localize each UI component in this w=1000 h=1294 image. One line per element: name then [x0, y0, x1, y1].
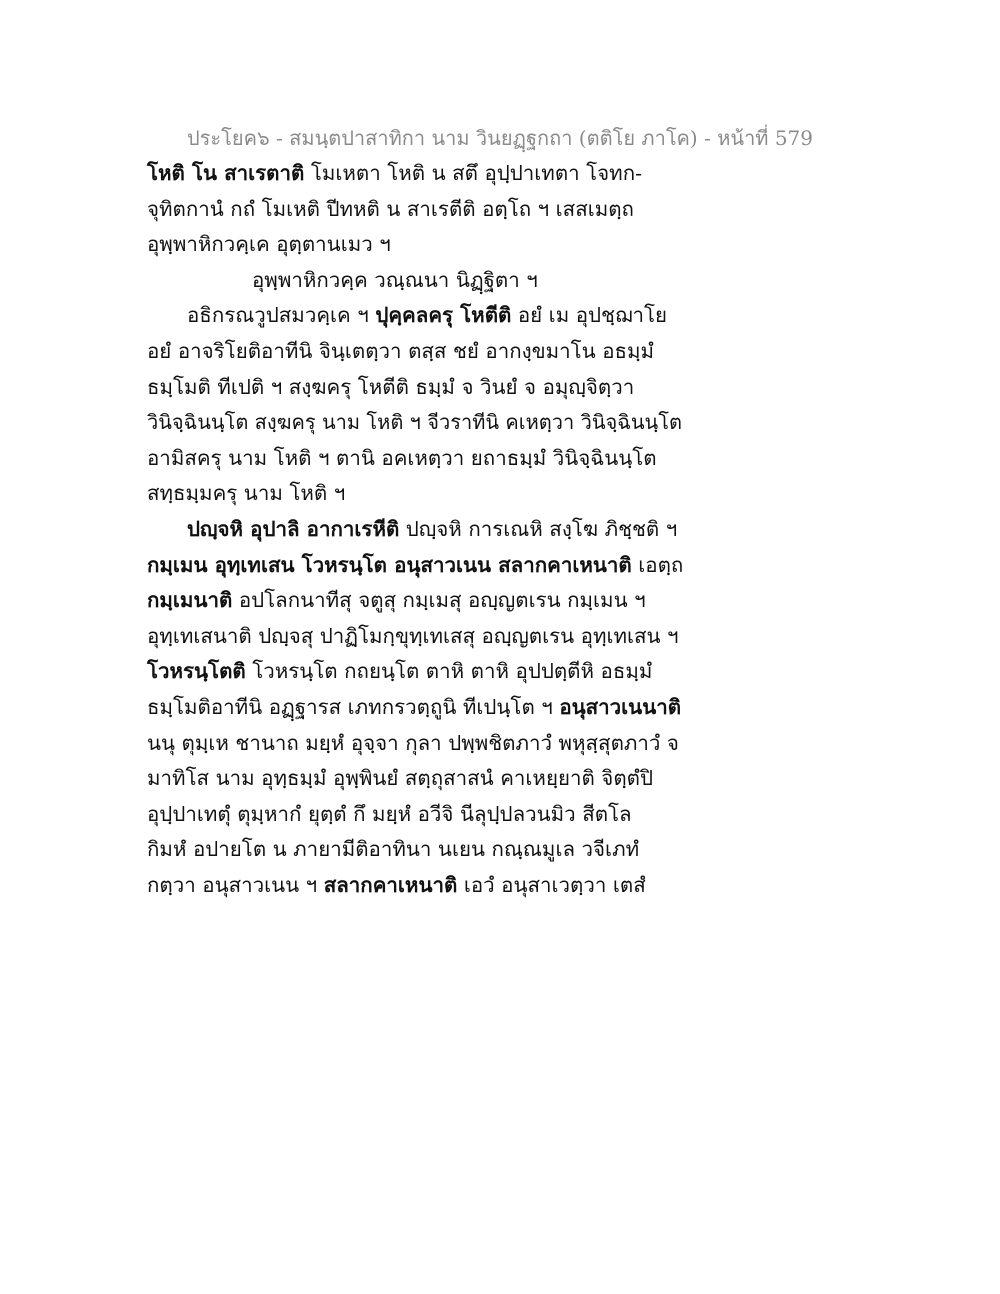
text-span: โวหรนฺโต กถยนฺโต ตาหิ ตาหิ อุปปตฺตีหิ อธมฺมํ — [245, 659, 653, 684]
text-span: อามิสครุ นาม โหติ ฯ ตานิ อคเหตฺวา ยถาธมฺมํ วินิจฺฉินนฺโต — [147, 445, 657, 470]
text-line — [147, 761, 687, 797]
text-span: อุปฺปาเทตุํ ตุมฺหากํ ยุตฺตํ กึ มยฺหํ อวีจิ นีลุปฺปลวนมิว สีตโล — [147, 801, 632, 826]
text-span: จุทิตกานํ กถํ โมเหติ ปีทหติ น สาเรตีติ อตฺโถ ฯ เสสเมตฺถ — [147, 196, 634, 221]
text-span: มาทิโส นาม อุทฺธมฺมํ อุพฺพินยํ สตฺถุสาสนํ คาเหยฺยาติ จิตฺตํปิ — [147, 766, 653, 791]
text-line — [147, 405, 687, 441]
text-line — [147, 441, 687, 477]
text-line — [147, 192, 687, 228]
text-span: ธมฺโมติ ทีเปติ ฯ สงฺฆครุ โหตีติ ธมฺมํ จ วินยํ จ อมุญฺจิตฺวา — [147, 374, 635, 399]
text-span: เอตฺถ — [631, 552, 684, 577]
running-header: ประโยค๖ - สมนฺตปาสาทิกา นาม วินยฏฺฐกถา (ตติโย ภาโค) - หน้าที่ 579 — [186, 126, 814, 150]
text-line — [147, 797, 687, 833]
section-closing-line — [147, 263, 687, 299]
text-span: อุพฺพาหิกวคฺค วณฺณนา นิฏฺฐิตา ฯ — [252, 267, 538, 292]
text-span: กตฺวา อนุสาวเนน ฯ — [147, 872, 324, 897]
text-line — [147, 726, 687, 762]
bold-term: กมฺเมน อุทฺเทเสน โวหรนฺโต อนุสาวเนน สลากคาเหนาติ — [147, 552, 632, 577]
bold-term: สลากคาเหนาติ — [323, 872, 458, 897]
bold-term: ปุคฺคลครุ โหตีติ — [375, 303, 512, 328]
text-span: อุพฺพาหิกวคฺเค อุตฺตานเมว ฯ — [147, 232, 391, 257]
text-span: สทฺธมฺมครุ นาม โหติ ฯ — [147, 481, 346, 506]
text-span: อยํ เม อุปชฺฌาโย — [511, 303, 668, 328]
text-span: โมเหตา โหติ น สตึ อุปฺปาเทตา โจทก- — [304, 161, 643, 185]
bold-term: ปญฺจหิ อุปาลิ อากาเรหีติ — [187, 516, 400, 541]
text-span: วินิจฺฉินนฺโต สงฺฆครุ นาม โหติ ฯ จีวราทีนิ คเหตฺวา วินิจฺฉินนฺโต — [147, 410, 682, 435]
text-span: นนุ ตุมฺเห ชานาถ มยฺหํ อุจฺจา กุลา ปพฺพชิตภาวํ พหุสฺสุตภาวํ จ — [147, 730, 679, 755]
body-text — [147, 156, 687, 903]
bold-term: อนุสาวเนนาติ — [559, 694, 682, 719]
text-span: ปญฺจหิ การเณหิ สงฺโฆ ภิชฺชติ ฯ — [399, 516, 678, 541]
text-line — [147, 476, 687, 512]
text-line — [147, 370, 687, 406]
text-line — [147, 690, 687, 726]
text-line — [147, 512, 687, 548]
text-line — [147, 583, 687, 619]
bold-term: โหติ โน สาเรตาติ — [147, 161, 305, 185]
text-line — [147, 868, 687, 904]
text-line — [147, 619, 687, 655]
text-line — [147, 548, 687, 584]
text-span: ธมฺโมติอาทีนิ อฏฺฐารส เภทกรวตฺถูนิ ทีเปนฺโต ฯ — [147, 694, 560, 719]
text-line — [147, 298, 687, 334]
text-span: เอวํ อนุสาเวตฺวา เตสํ — [457, 872, 646, 897]
text-span: อุทฺเทเสนาติ ปญฺจสุ ปาฏิโมกฺขุทฺเทเสสุ อญฺญตเรน อุทฺเทเสน ฯ — [147, 623, 679, 648]
text-line — [147, 654, 687, 690]
text-span: กิมหํ อปายโต น ภายามีติอาทินา นเยน กณฺณมูเล วจีเภทํ — [147, 837, 640, 862]
text-span: อยํ อาจริโยติอาทีนิ จินฺเตตฺวา ตสฺส ชยํ อากงฺขมาโน อธมฺมํ — [147, 338, 655, 363]
bold-term: กมฺเมนาติ — [147, 588, 233, 613]
text-line — [147, 227, 687, 263]
text-line — [147, 156, 687, 192]
text-span: อธิกรณวูปสมวคฺเค ฯ — [187, 303, 376, 328]
text-line — [147, 832, 687, 868]
text-line — [147, 334, 687, 370]
bold-term: โวหรนฺโตติ — [147, 659, 246, 684]
text-span: อปโลกนาทีสุ จตูสุ กมฺเมสุ อญฺญตเรน กมฺเมน ฯ — [232, 588, 646, 613]
